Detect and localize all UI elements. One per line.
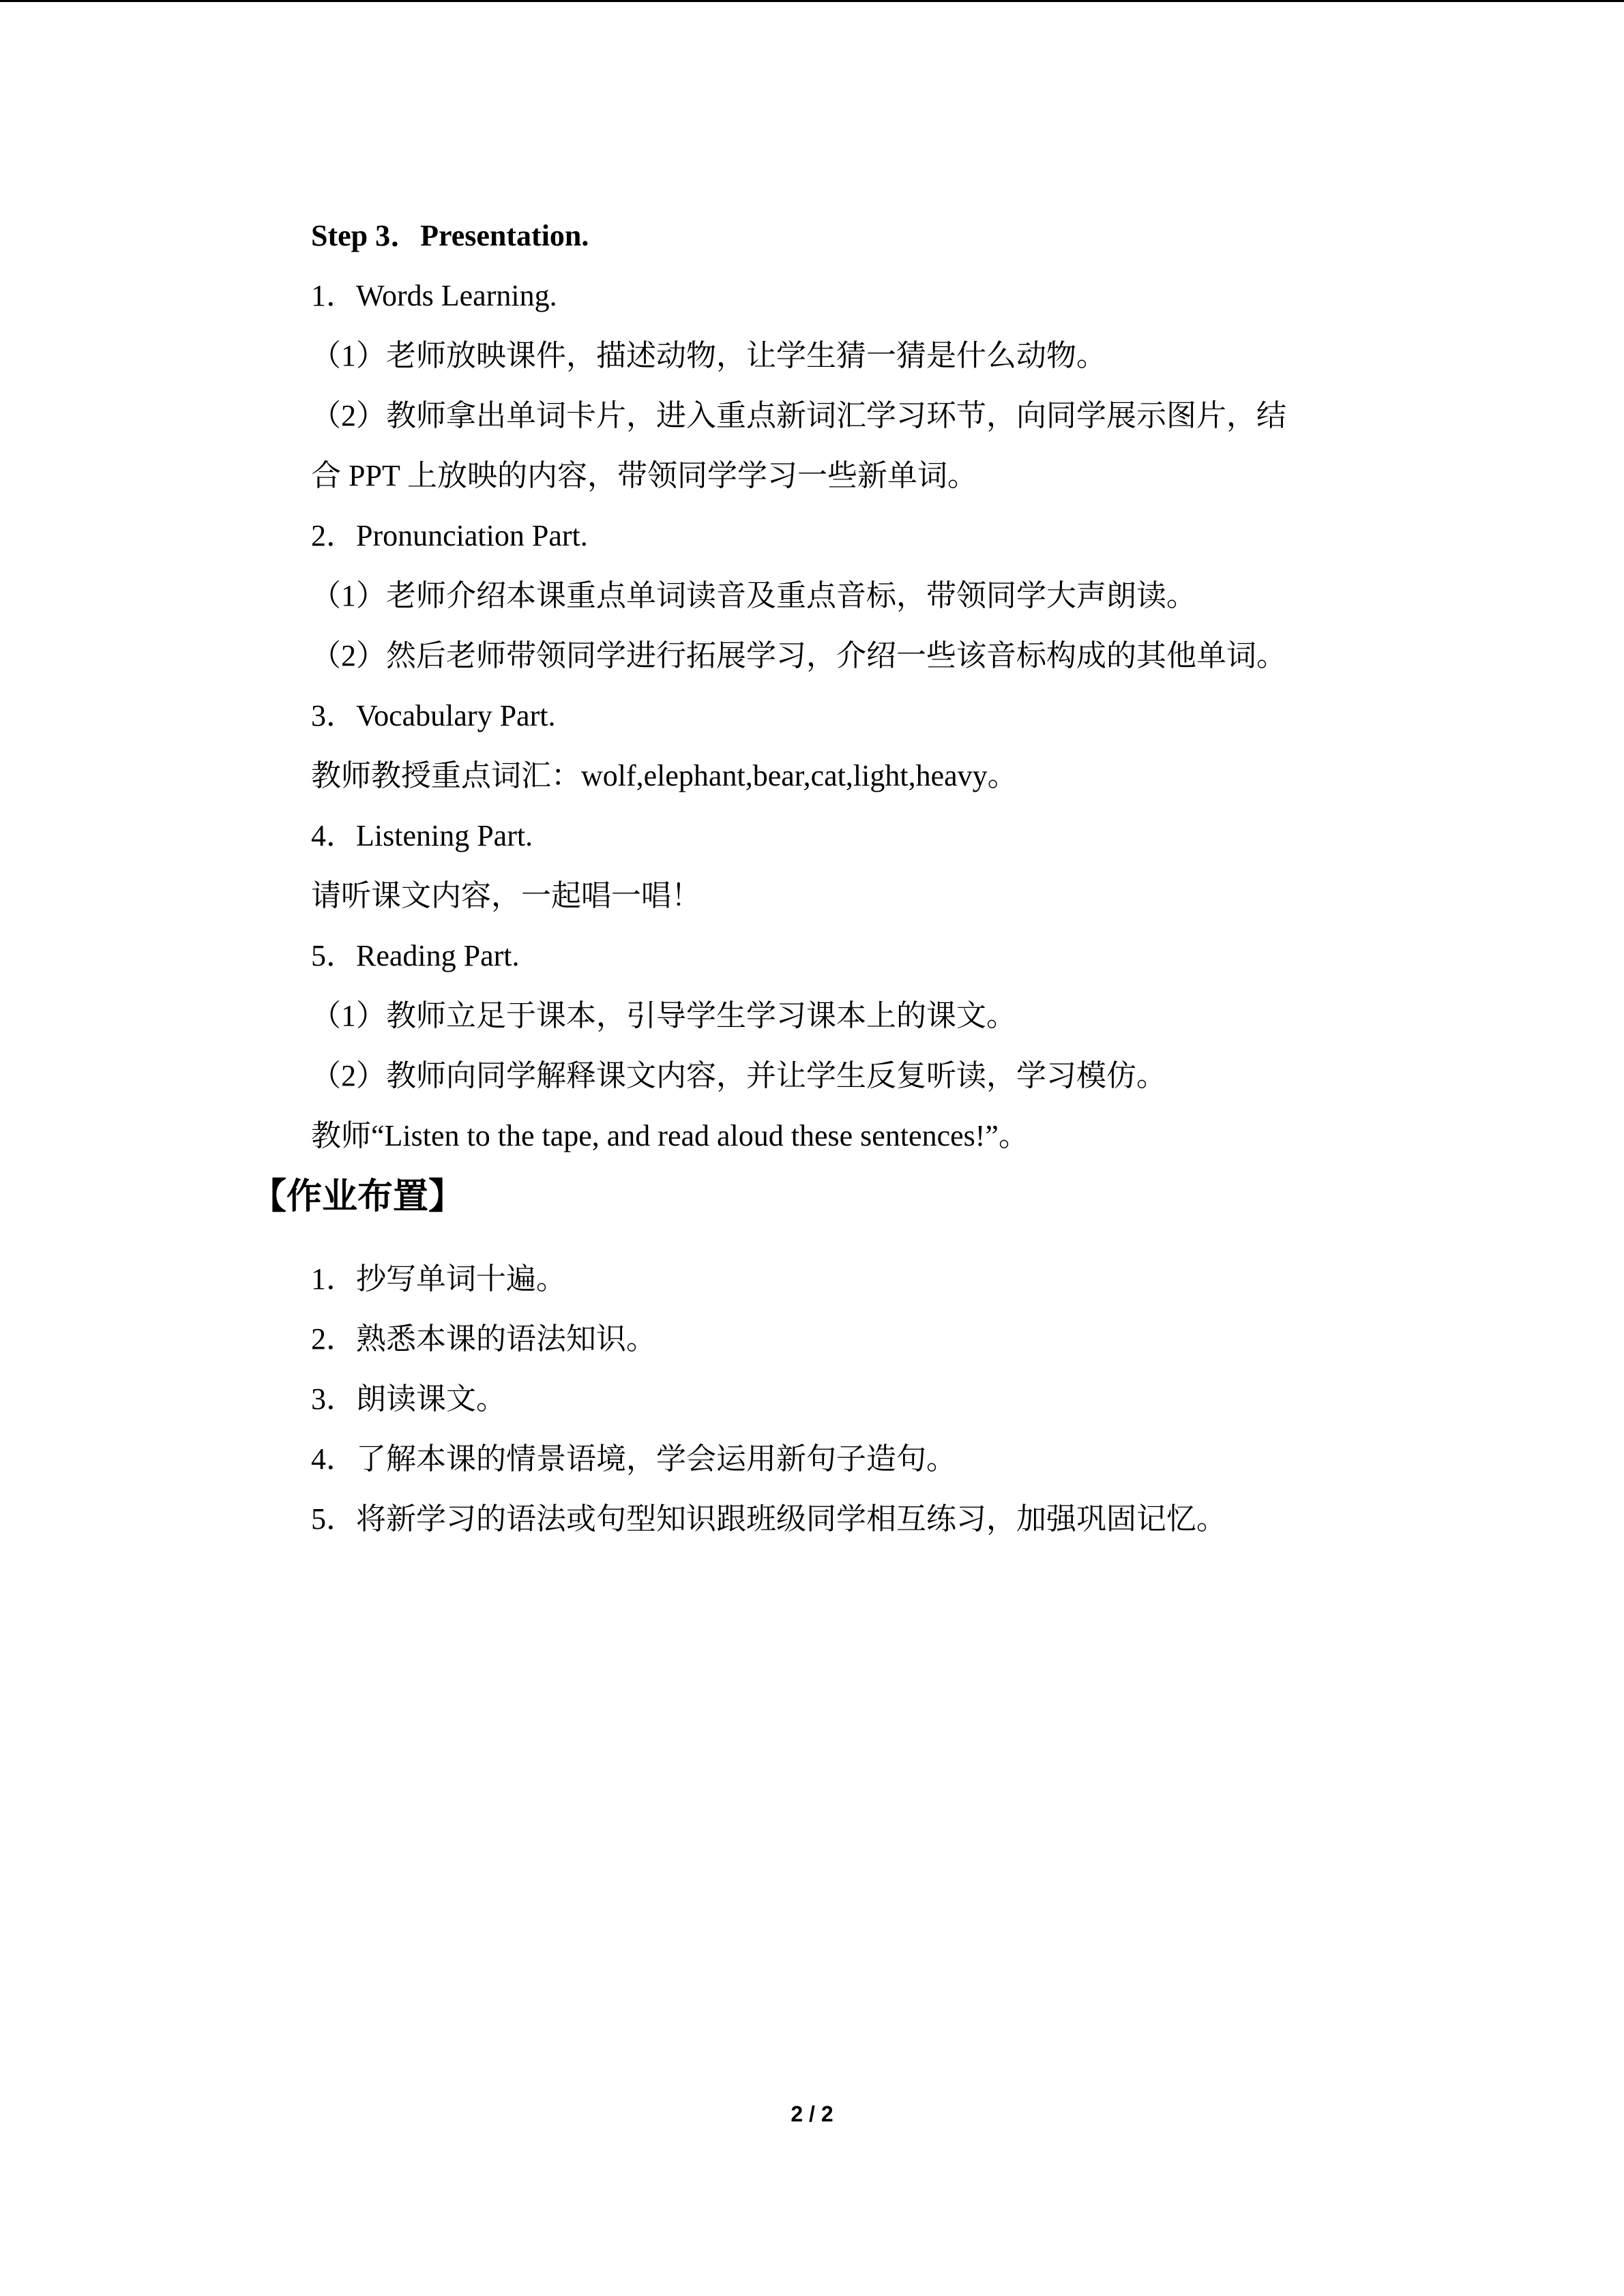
section-pronunciation: 2．Pronunciation Part. [311,519,588,552]
words-learning-item-1: （1）老师放映课件，描述动物，让学生猜一猜是什么动物。 [311,339,1106,372]
words-learning-item-2-part-1: （2）教师拿出单词卡片，进入重点新词汇学习环节，向同学展示图片，结 [311,399,1286,432]
homework-item-5: 5．将新学习的语法或句型知识跟班级同学相互练习，加强巩固记忆。 [311,1502,1226,1536]
homework-item-3: 3．朗读课文。 [311,1382,506,1416]
reading-teacher-quote: 教师“Listen to the tape, and read aloud these sentences!”。 [311,1119,1029,1152]
page-number: 2 / 2 [791,2102,833,2126]
top-border-line [0,0,1624,2]
homework-item-2: 2．熟悉本课的语法知识。 [311,1322,656,1356]
step-title: Step 3．Presentation. [311,219,589,252]
words-learning-item-2-part-2: 合 PPT 上放映的内容，带领同学学习一些新单词。 [311,459,978,492]
homework-item-1: 1．抄写单词十遍。 [311,1262,566,1296]
pronunciation-item-2: （2）然后老师带领同学进行拓展学习，介绍一些该音标构成的其他单词。 [311,639,1286,672]
homework-heading: 【作业布置】 [251,1176,464,1217]
homework-item-4: 4．了解本课的情景语境，学会运用新句子造句。 [311,1442,956,1476]
vocabulary-words: 教师教授重点词汇：wolf,elephant,bear,cat,light,heavy。 [311,759,1018,792]
section-vocabulary: 3．Vocabulary Part. [311,699,556,732]
listening-instruction: 请听课文内容，一起唱一唱！ [311,879,701,912]
reading-item-2: （2）教师向同学解释课文内容，并让学生反复听读，学习模仿。 [311,1059,1166,1092]
reading-item-1: （1）教师立足于课本，引导学生学习课本上的课文。 [311,999,1016,1032]
section-reading: 5．Reading Part. [311,939,520,972]
pronunciation-item-1: （1）老师介绍本课重点单词读音及重点音标，带领同学大声朗读。 [311,579,1196,612]
section-listening: 4．Listening Part. [311,819,533,852]
section-words-learning: 1．Words Learning. [311,279,557,312]
